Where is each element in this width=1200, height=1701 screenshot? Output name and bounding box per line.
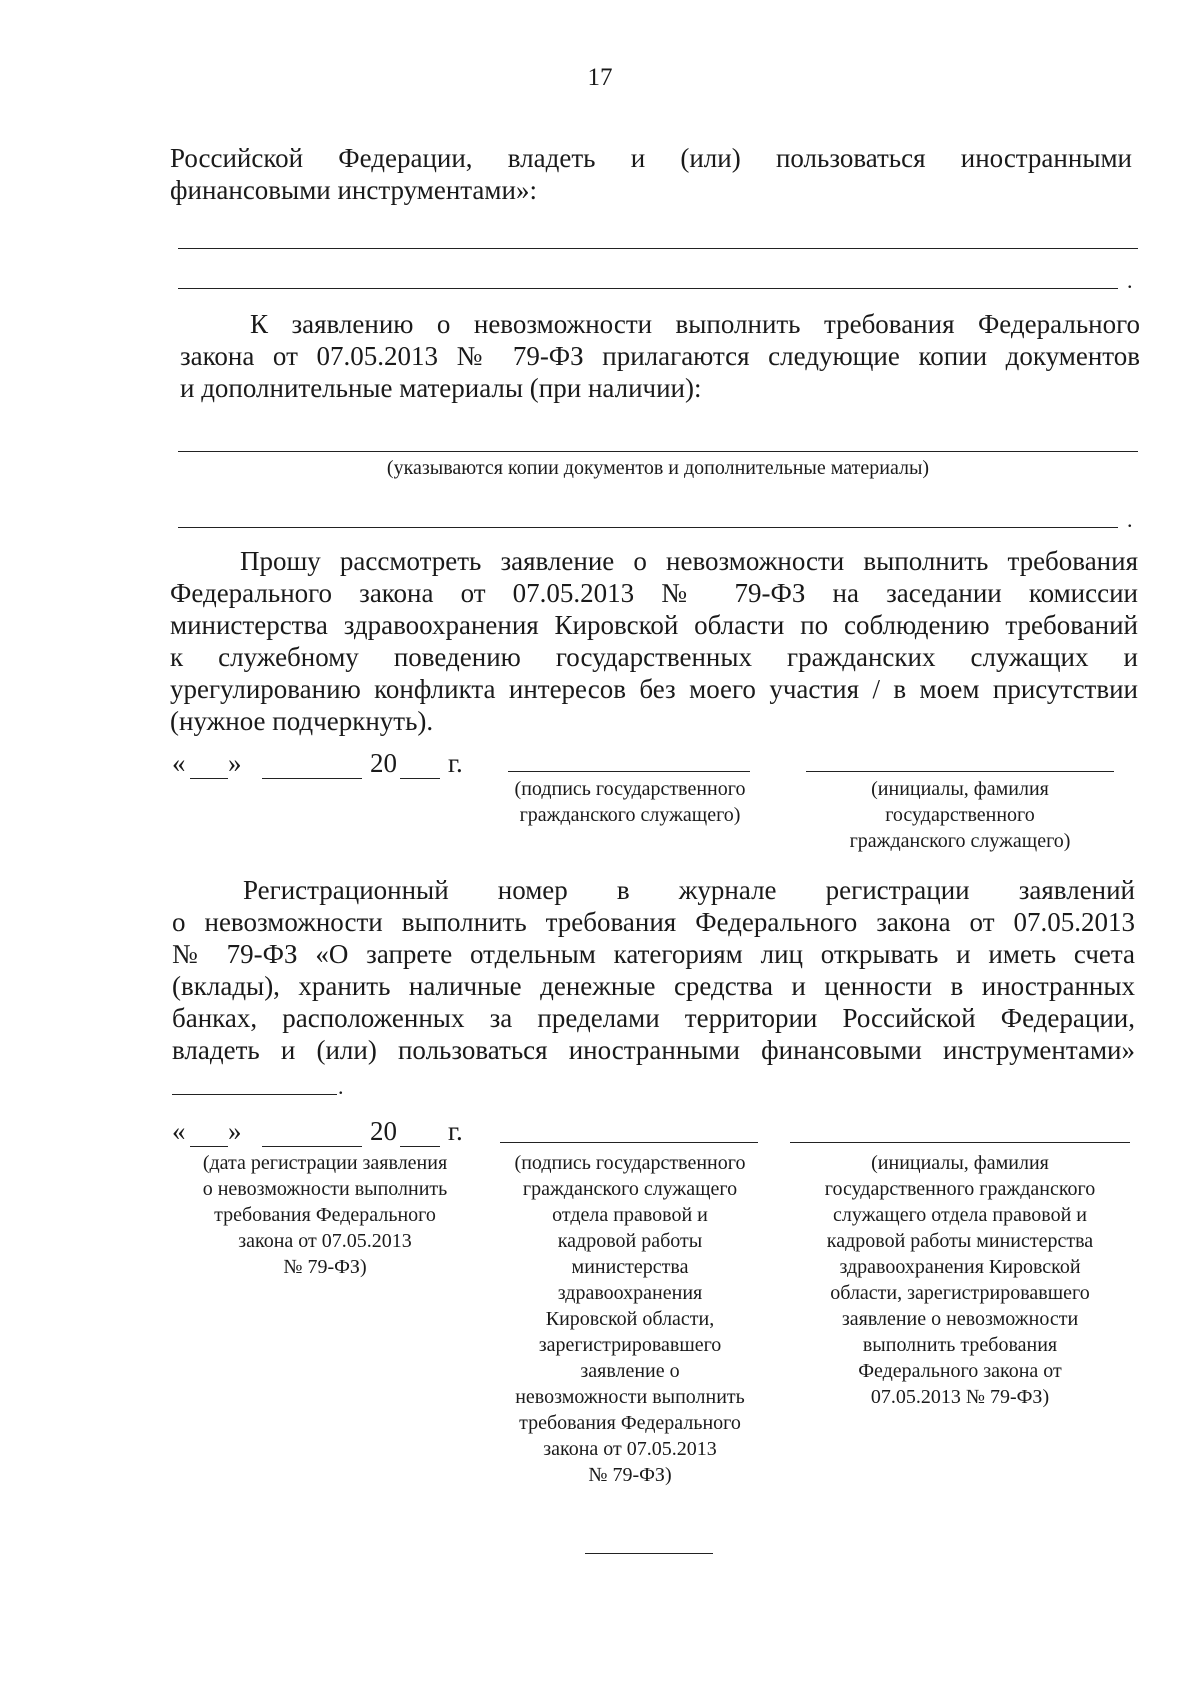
date-quote-open: «: [172, 1116, 186, 1146]
day-blank: [190, 778, 228, 779]
end-rule: [585, 1553, 713, 1554]
period-mark: .: [338, 1074, 344, 1099]
name-line: [806, 771, 1114, 772]
period-mark: .: [1127, 507, 1133, 532]
page-number: 17: [587, 64, 613, 91]
year-blank: [400, 778, 440, 779]
attach-line-1: К заявлению о невозможности выполнить требования Федерального: [250, 309, 1140, 339]
month-blank: [262, 1146, 362, 1147]
year-prefix: 20: [370, 1116, 397, 1146]
request-line-5: урегулированию конфликта интересов без моего участия / в моем присутствии: [170, 674, 1138, 704]
registration-line-3: № 79-ФЗ «О запрете отдельным категориям лиц открывать и иметь счета: [172, 939, 1135, 969]
date-quote-close: »: [228, 748, 242, 778]
registration-number-blank: [172, 1094, 337, 1095]
intro-line-1: Российской Федерации, владеть и (или) пользоваться иностранными: [170, 143, 1132, 173]
registration-line-5: банках, расположенных за пределами территории Российской Федерации,: [172, 1003, 1135, 1033]
attach-line-2: закона от 07.05.2013 № 79-ФЗ прилагаются следующие копии документов: [180, 341, 1140, 371]
year-suffix: г.: [448, 748, 463, 778]
request-line-6: (нужное подчеркнуть).: [170, 706, 434, 736]
attach-line-3: и дополнительные материалы (при наличии):: [180, 373, 702, 403]
attachments-line: [178, 451, 1138, 452]
request-line-2: Федерального закона от 07.05.2013 № 79-ФЗ на заседании комиссии: [170, 578, 1138, 608]
blank-line-1: [178, 248, 1138, 249]
year-prefix: 20: [370, 748, 397, 778]
year-suffix: г.: [448, 1116, 463, 1146]
month-blank: [262, 778, 362, 779]
signature-line: [508, 771, 750, 772]
attachments-line-2: [178, 527, 1118, 528]
registration-line-6: владеть и (или) пользоваться иностранными финансовыми инструментами»: [172, 1035, 1135, 1065]
signature-line: [500, 1142, 758, 1143]
year-blank: [400, 1146, 440, 1147]
registration-date-caption: (дата регистрации заявления о невозможности выполнить требования Федерального закона от 07.05.2013 № 79-ФЗ): [202, 1152, 448, 1278]
intro-line-2: финансовыми инструментами»:: [170, 175, 537, 205]
date-quote-open: «: [172, 748, 186, 778]
name-caption: (инициалы, фамилия государственного гражданского служащего): [849, 778, 1071, 852]
period-mark: .: [1127, 268, 1133, 293]
request-line-1: Прошу рассмотреть заявление о невозможности выполнить требования: [240, 546, 1138, 576]
request-line-4: к служебному поведению государственных гражданских служащих и: [170, 642, 1138, 672]
registrar-signature-caption: (подпись государственного гражданского служащего отдела правовой и кадровой работы министерства здравоохранения Кировской области, зарегистрировавшего заявление о невозможности выполнить требования Федерального закона от 07.05.2013 № 79-ФЗ): [514, 1152, 746, 1486]
registration-line-2: о невозможности выполнить требования Федерального закона от 07.05.2013: [172, 907, 1135, 937]
date-quote-close: »: [228, 1116, 242, 1146]
day-blank: [190, 1146, 228, 1147]
signature-caption: (подпись государственного гражданского служащего): [514, 778, 746, 826]
request-line-3: министерства здравоохранения Кировской области по соблюдению требований: [170, 610, 1138, 640]
attachments-caption: (указываются копии документов и дополнительные материалы): [386, 457, 930, 479]
registrar-name-caption: (инициалы, фамилия государственного гражданского служащего отдела правовой и кадровой работы министерства здравоохранения Кировской области, зарегистрировавшего заявление о невозможности выполнить требования Федерального закона от 07.05.2013 № 79-ФЗ): [824, 1152, 1096, 1408]
registration-line-4: (вклады), хранить наличные денежные средства и ценности в иностранных: [172, 971, 1135, 1001]
registration-line-1: Регистрационный номер в журнале регистрации заявлений: [243, 875, 1135, 905]
blank-line-2: [178, 288, 1118, 289]
name-line: [790, 1142, 1130, 1143]
